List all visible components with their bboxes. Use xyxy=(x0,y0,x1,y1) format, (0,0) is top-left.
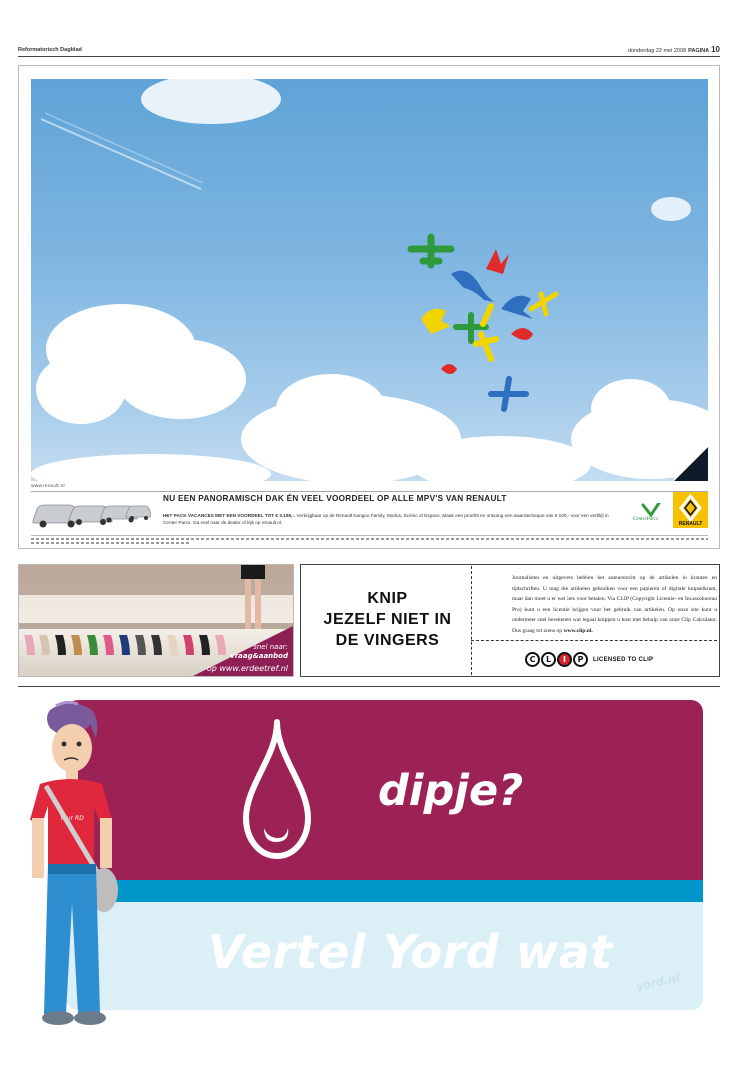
clip-headline-line1: KNIP xyxy=(367,590,408,607)
shoes-photo xyxy=(19,565,294,677)
clip-logo-i: I xyxy=(557,652,572,667)
renault-offer-details: Verkrijgbaar op de Renault Kangoo Family, Modus, Scénic of Espace. Maak een proefrit en ontvang een xyxy=(296,513,513,518)
clip-logo-l: L xyxy=(541,652,556,667)
clip-headline xyxy=(310,588,465,651)
header-date: donderdag 22 mei 2008 xyxy=(628,48,687,54)
cut-line-vertical xyxy=(471,566,472,675)
teardrop-icon xyxy=(238,716,316,864)
yord-ad-band xyxy=(66,880,703,902)
sky-illustration xyxy=(31,79,708,481)
shoes-ad-url[interactable]: op www.erdeetref.nl xyxy=(206,664,288,673)
red-butterfly-icon xyxy=(511,328,533,340)
renault-logo-text: RENAULT xyxy=(678,521,703,527)
centerparcs-leaf-icon xyxy=(641,503,661,517)
clip-link[interactable]: www.clip.nl. xyxy=(563,627,593,634)
clip-body: Journalisten en uitgevers hebben het auteursrecht op de artikelen in kranten en tijdschriften. U mag die artikelen gebruiken voor een papieren of digitale knipselkrant, maar dan moet u er wel iets voor betalen. Via CLIP (Copyright Licentie- en Incassobureau Pro) kunt u een licentie krijgen voor het gebruik van artikelen. Op onze site kunt u ondermeer snel berekenen wat legaal knippen u kost met behulp van onze Clip Calculator. Dus graag tot ziens op xyxy=(512,575,717,634)
clip-logo-p: P xyxy=(573,652,588,667)
centerparcs-logo xyxy=(633,503,661,522)
header-divider xyxy=(18,56,720,57)
renault-offer-cheque: waardecheque van € 100,- voor een verblijf in Center Parcs. Ga snel naar de dealer of kijk op renault.nl. xyxy=(163,513,609,525)
clip-logo xyxy=(525,652,653,667)
contrail xyxy=(41,119,201,189)
contrail-2 xyxy=(45,113,203,183)
renault-headline: NU EEN PANORAMISCH DAK ÉN VEEL VOORDEEL OP ALLE MPV'S VAN RENAULT xyxy=(163,494,507,503)
shirt-text: Your RD xyxy=(60,815,84,822)
character-illustration xyxy=(12,700,122,1030)
clip-headline-line2: JEZELF NIET IN xyxy=(323,611,452,628)
page-label: PAGINA xyxy=(688,48,710,54)
clouds xyxy=(31,79,708,481)
renault-logo xyxy=(673,492,708,528)
shoes-advertisement[interactable] xyxy=(18,564,294,677)
green-plane-icon xyxy=(411,237,451,265)
clip-licensed-text: LICENSED TO CLIP xyxy=(593,656,654,663)
yord-tagline: Vertel Yord wat xyxy=(208,925,613,979)
yellow-bird-icon xyxy=(421,309,451,334)
renault-subline xyxy=(163,512,618,526)
red-dragonfly-icon xyxy=(486,249,509,274)
newspaper-name: Reformatorisch Dagblad xyxy=(18,47,82,53)
shoe-row xyxy=(24,635,226,655)
yellow-plane-icon xyxy=(476,306,496,359)
renault-divider xyxy=(31,491,708,492)
cut-line-horizontal xyxy=(471,640,717,641)
red-butterfly-icon-2 xyxy=(441,364,457,374)
flying-shapes xyxy=(411,237,556,409)
shoes-ad-line1: snel naar: xyxy=(253,643,288,651)
renault-diamond-icon xyxy=(673,492,708,528)
page-header-right xyxy=(628,45,720,54)
yellow-plane-icon-2 xyxy=(531,294,556,314)
clip-headline-line3: DE VINGERS xyxy=(335,632,440,649)
renault-fine-print xyxy=(31,534,708,544)
blue-plane-icon xyxy=(491,379,526,409)
blue-bird-icon xyxy=(451,271,494,302)
centerparcs-text: CenterParcs xyxy=(633,517,659,522)
yord-url[interactable]: yord.nl xyxy=(635,971,681,994)
clip-body-text xyxy=(512,573,717,636)
clip-logo-c: C xyxy=(525,652,540,667)
renault-offer: HET PACK VACANCES MET EEN VOORDEEL TOT € 3.195,-. xyxy=(163,513,296,518)
page-number: 10 xyxy=(711,45,720,54)
cars-image xyxy=(31,499,151,533)
section-divider xyxy=(18,686,720,687)
blue-bird-icon-2 xyxy=(501,296,533,319)
renault-website[interactable]: www.renault.nl xyxy=(31,484,65,489)
yord-question: dipje? xyxy=(378,766,524,816)
shoes-ad-line2: vraag&aanbod xyxy=(230,652,288,660)
sky-photo xyxy=(31,79,708,481)
